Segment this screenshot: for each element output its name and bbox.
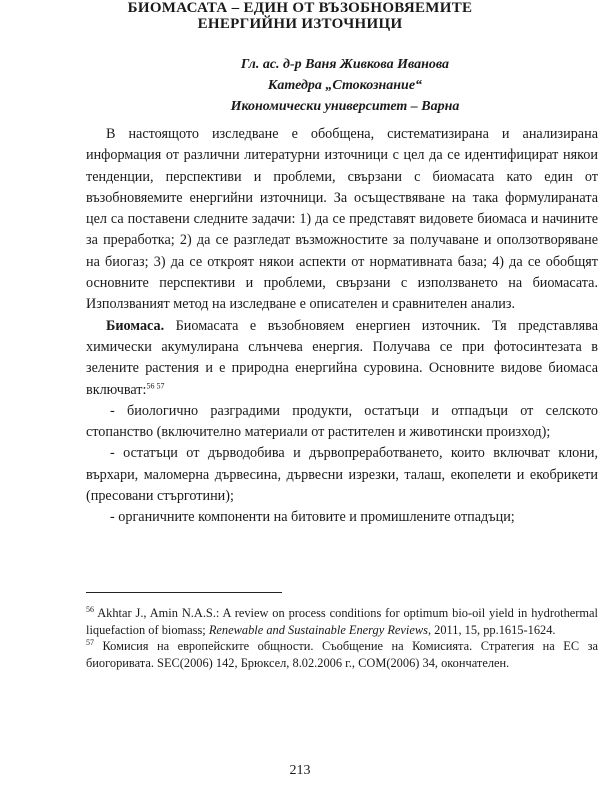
title-line-1: БИОМАСАТА – ЕДИН ОТ ВЪЗОБНОВЯЕМИТЕ [127,0,473,16]
footnotes [86,605,598,671]
footnote-56 [86,605,598,638]
footnote-57-text: Комисия на европейските общности. Съобщение на Комисията. Стратегия на ЕС за биогоривата. SEC(2006) 142, Брюксел, 8.02.2006 г., COM(2006) 34, окончателен. [86,639,598,670]
page-number: 213 [289,763,311,778]
author-department: Катедра „Стокознание“ [267,78,423,93]
biomass-text: Биомасата е възобновяем енергиен източник. Тя представлява химически акумулирана слънчева енергия. Получава се при фотосинтезата в зелените растения и е природна енергийна суровина. Основните видове биомаса включват: [86,317,598,398]
footnote-57-number: 57 [86,637,94,647]
author-block [150,54,540,117]
list-item: - органичните компоненти на битовите и промишлените отпадъци; [110,509,515,526]
footnote-refs: 56 57 [146,380,165,390]
title-line-2: ЕНЕРГИЙНИ ИЗТОЧНИЦИ [197,16,403,32]
article-title [60,0,540,32]
author-name: Гл. ас. д-р Ваня Живкова Иванова [240,57,450,72]
author-institution: Икономически университет – Варна [230,99,460,114]
biomass-paragraph [86,316,598,401]
footnote-56-journal: Renewable and Sustainable Energy Reviews [208,622,428,637]
footnote-divider [86,592,282,593]
biomass-heading: Биомаса. [106,317,165,334]
footnote-56-text: Akhtar J., Amin N.A.S.: A review on process conditions for optimum bio-oil yield in hydrothermal liquefaction of biomass; [86,606,598,637]
list-item: - биологично разградими продукти, остатъци и отпадъци от селското стопанство (включително материали от растителен и животински произход); [86,402,598,441]
footnote-56-rest: , 2011, 15, pp.1615-1624. [427,622,556,637]
footnote-57 [86,638,598,671]
intro-paragraph: В настоящото изследване е обобщена, систематизирана и анализирана информация от различни литературни източници с цел да се идентифицират някои тенденции, перспективи и проблеми, свързани с биомасата като един от възобновяемите енергийни източници. За осъществяване на така формулираната цел са поставени следните задачи: 1) да се представят видовете биомаса и начините за преработка; 2) да се разгледат възможностите за получаване и оползотворяване на биогаз; 3) да се откроят някои аспекти от нормативната база; 4) да се обобщят основните перспективи и проблеми, свързани с използването на биомасата. Използваният метод на изследване е описателен и сравнителен анализ. [86,126,598,313]
list-item: - остатъци от дърводобива и дървопреработването, които включват клони, върхари, маломерна дървесина, дървесни изрезки, талаш, екопелети и екобрикети (пресовани стърготини); [86,445,598,505]
body-text [86,124,598,529]
footnote-56-number: 56 [86,604,94,614]
